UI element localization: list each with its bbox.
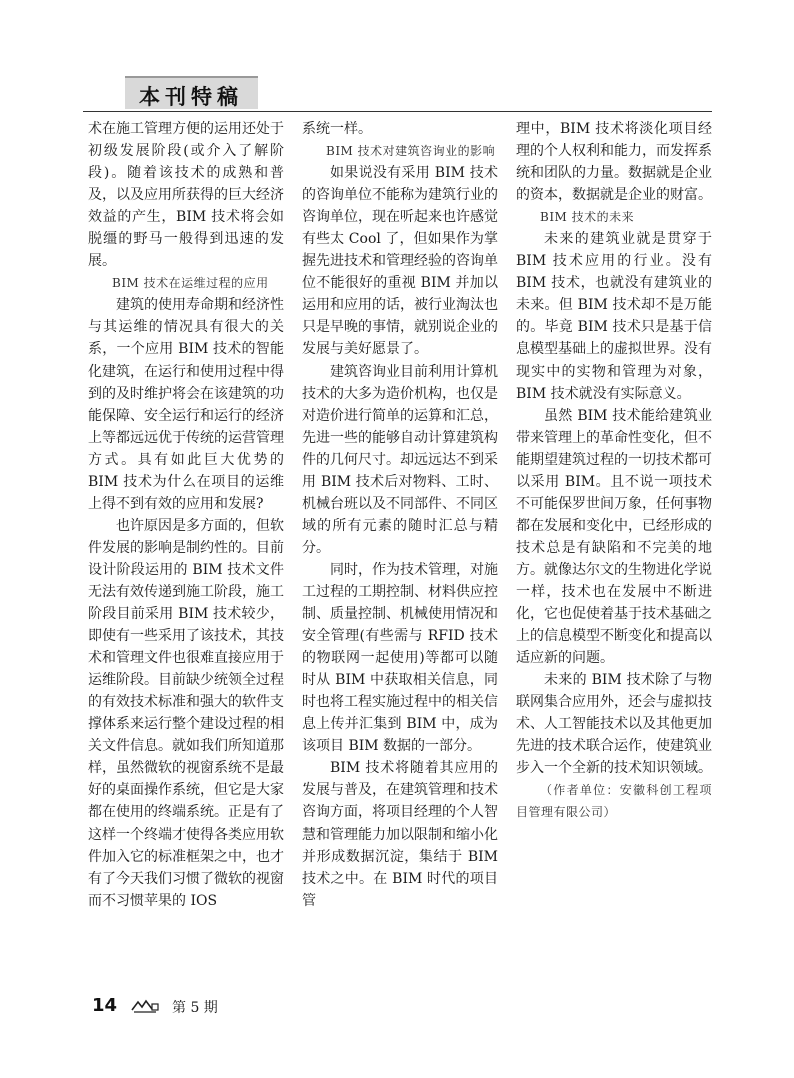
section-subheading: BIM 技术对建筑咨询业的影响 [326,144,496,159]
header-rule [83,111,712,112]
section-header-tab [125,76,258,109]
paragraph: 虽然 BIM 技术能给建筑业带来管理上的革命性变化，但不能期望建筑过程的一切技术都可以采用 BIM。且不说一项技术不可能保罗世间万象，任何事物都在发展和变化中，已经形成的技术总是有缺陷和不完美的地方。就像达尔文的生物进化学说一样，技术也在发展中不断进化，它也促使着基于技术基础之上的信息模型不断变化和提高以适应新的问题。 [516,407,712,667]
paragraph: BIM 技术将随着其应用的发展与普及，在建筑管理和技术咨询方面，将项目经理的个人智慧和管理能力加以限制和缩小化并形成数据沉淀，集结于 BIM 技术之中。在 BIM 时代的项目管 [302,760,498,909]
paragraph: 如果说没有采用 BIM 技术的咨询单位不能称为建筑行业的咨询单位，现在听起来也许感觉有些太 Cool 了，但如果作为掌握先进技术和管理经验的咨询单位不能很好的重视 BIM 并加以运用和应用的话，被行业淘汰也只是早晚的事情，就别说企业的发展与美好愿景了。 [302,165,498,358]
author-note: （作者单位：安徽科创工程项目管理有限公司） [516,783,712,820]
section-subheading: BIM 技术在运维过程的应用 [112,276,269,291]
paragraph: 系统一样。 [302,121,372,137]
paragraph: 同时，作为技术管理，对施工过程的工期控制、材料供应控制、质量控制、机械使用情况和安全管理(有些需与 RFID 技术的物联网一起使用)等都可以随时从 BIM 中获取相关信息，同时也将工程实施过程中的相关信息上传并汇集到 BIM 中，成为该项目 BIM 数据的一部分。 [302,561,498,755]
paragraph: 也许原因是多方面的，但软件发展的影响是制约性的。目前设计阶段运用的 BIM 技术文件无法有效传递到施工阶段，施工阶段目前采用 BIM 技术较少，即使有一些采用了该技术，其技术和管理文件也很难直接应用于运维阶段。目前缺少统领全过程的有效技术标准和强大的软件支撑体系来运行整个建设过程的相关文件信息。就如我们所知道那样，虽然微软的视窗系统不是最好的桌面操作系统，但它是大家都在使用的终端系统。正是有了这样一个终端才使得各类应用软件加入它的标准框架之中，也才有了今天我们习惯了微软的视窗而不习惯苹果的 IOS [88,517,284,909]
section-title: 本刊特稿 [139,85,243,109]
paragraph: 未来的 BIM 技术除了与物联网集合应用外，还会与虚拟技术、人工智能技术以及其他更加先进的技术联合运作，使建筑业步入一个全新的技术知识领域。 [516,672,712,777]
paragraph: 理中，BIM 技术将淡化项目经理的个人权利和能力，而发挥系统和团队的力量。数据就是企业的资本，数据就是企业的财富。 [516,121,712,204]
text-column-3 [516,118,712,824]
page-number: 14 [92,995,118,1016]
paragraph: 未来的建筑业就是贯穿于 BIM 技术应用的行业。没有 BIM 技术，也就没有建筑业的未来。但 BIM 技术却不是万能的。毕竟 BIM 技术只是基于信息模型基础上的虚拟世界。没有现实中的实物和管理为对象，BIM 技术就没有实际意义。 [516,231,712,402]
issue-label: 第 5 期 [172,1000,218,1016]
text-column-2 [302,118,498,912]
paragraph: 术在施工管理方便的运用还处于初级发展阶段(或介入了解阶段)。随着该技术的成熟和普及，以及应用所获得的巨大经济效益的产生，BIM 技术将会如脱缰的野马一般得到迅速的发展。 [88,121,284,270]
paragraph: 建筑的使用寿命期和经济性与其运维的情况具有很大的关系，一个应用 BIM 技术的智能化建筑，在运行和使用过程中得到的及时维护将会在该建筑的功能保障、安全运行和运行的经济上等都远远优于传统的运营管理方式。具有如此巨大优势的 BIM 技术为什么在项目的运维上得不到有效的应用和发展? [88,297,284,512]
magazine-logo-icon [130,998,160,1014]
section-subheading: BIM 技术的未来 [540,210,635,225]
text-column-1 [88,118,284,912]
paragraph: 建筑咨询业目前利用计算机技术的大多为造价机构，也仅是对造价进行简单的运算和汇总，先进一些的能够自动计算建筑构件的几何尺寸。却远远达不到采用 BIM 技术后对物料、工时、机械台班以及不同部件、不同区域的所有元素的随时汇总与精分。 [302,363,498,556]
